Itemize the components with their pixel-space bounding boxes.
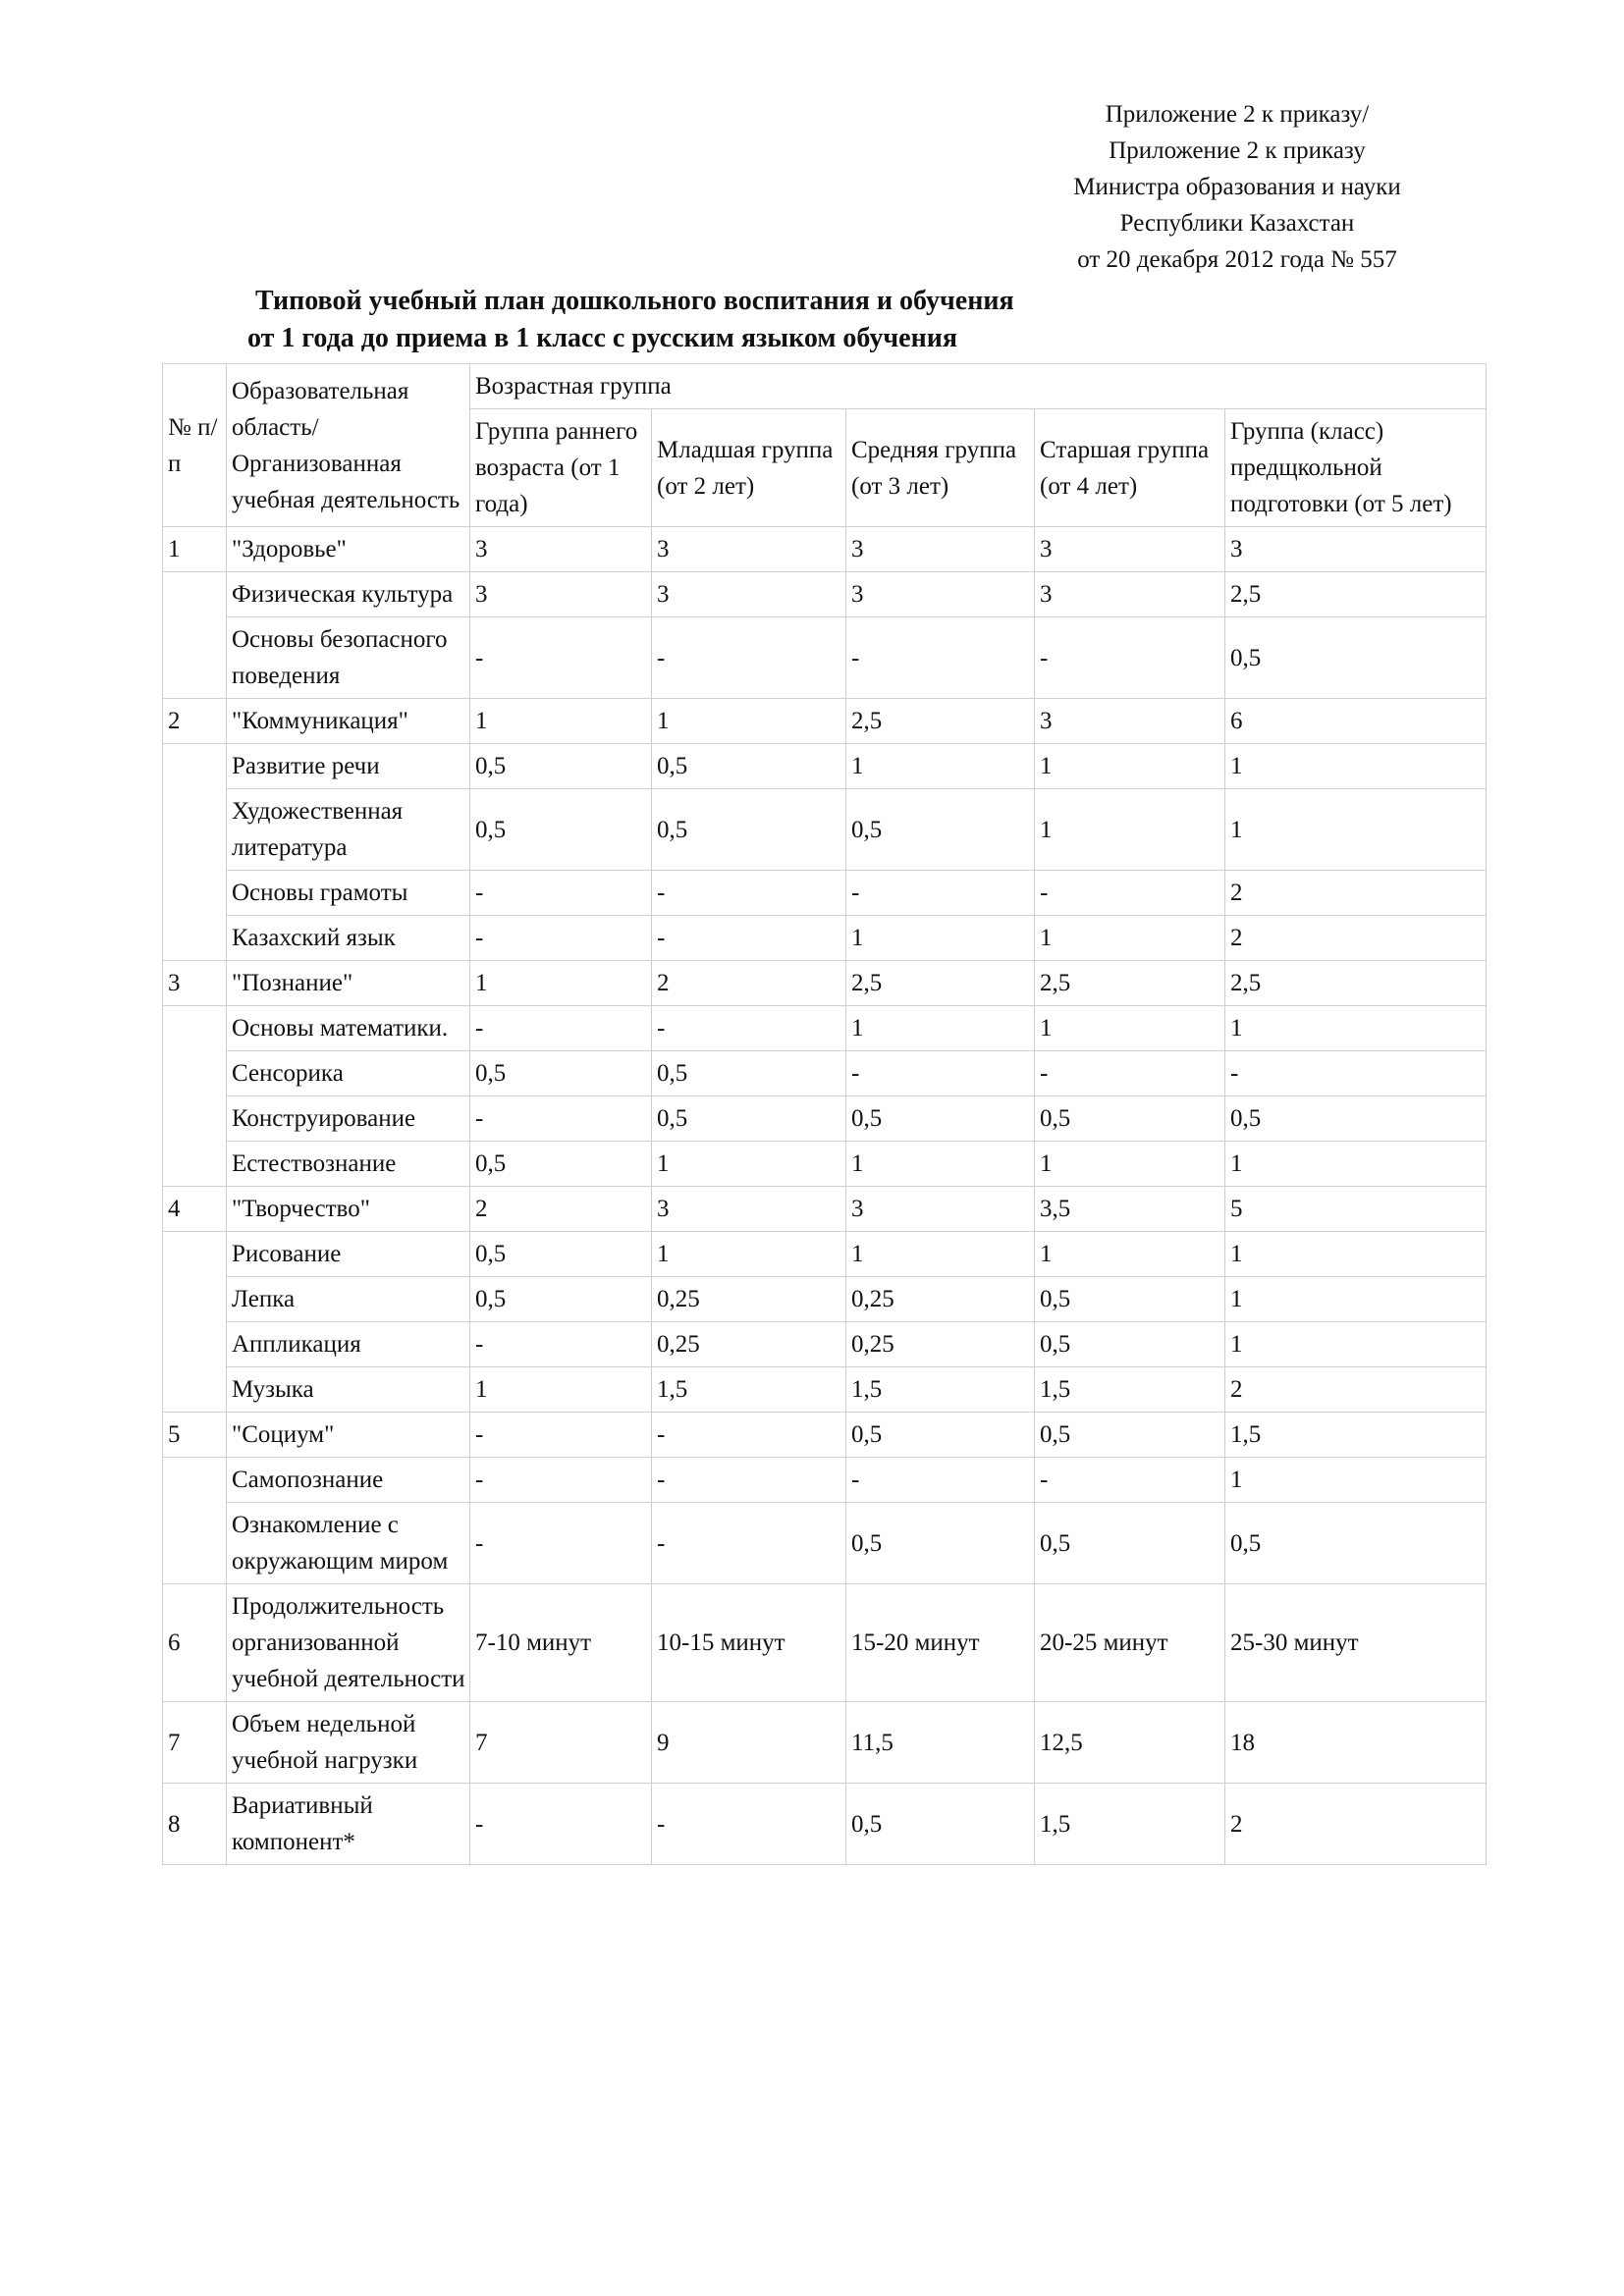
row-value: 2 <box>1225 871 1487 916</box>
table-row <box>163 789 1487 871</box>
row-value: 0,5 <box>470 744 652 789</box>
row-value: 1 <box>1035 916 1225 961</box>
row-value: 0,5 <box>652 789 846 871</box>
row-value: - <box>470 1413 652 1458</box>
table-row <box>163 699 1487 744</box>
row-value: 0,5 <box>1035 1096 1225 1142</box>
row-value: 2 <box>1225 916 1487 961</box>
row-value: 1,5 <box>846 1367 1035 1413</box>
row-area-name: "Здоровье" <box>227 527 470 572</box>
order-reference-line: Республики Казахстан <box>1119 210 1355 237</box>
row-value: - <box>470 871 652 916</box>
row-area-name: Конструирование <box>227 1096 470 1142</box>
row-value: 0,25 <box>846 1322 1035 1367</box>
row-value: - <box>652 1503 846 1584</box>
table-row <box>163 1367 1487 1413</box>
row-value: 0,5 <box>470 1051 652 1096</box>
table-row <box>163 1232 1487 1277</box>
table-row <box>163 961 1487 1006</box>
row-value: 2 <box>470 1187 652 1232</box>
row-area-name: Основы безопасного поведения <box>227 617 470 699</box>
row-value: - <box>470 916 652 961</box>
row-area-name: Вариативный компонент* <box>227 1784 470 1865</box>
row-value: 0,5 <box>1225 617 1487 699</box>
row-number-empty <box>163 744 227 961</box>
row-area-name: Основы математики. <box>227 1006 470 1051</box>
row-number-empty <box>163 1458 227 1584</box>
row-area-name: Основы грамоты <box>227 871 470 916</box>
row-value: 11,5 <box>846 1702 1035 1784</box>
row-value: - <box>652 617 846 699</box>
row-value: 20-25 минут <box>1035 1584 1225 1702</box>
row-value: 1,5 <box>1035 1367 1225 1413</box>
table-header-row <box>163 364 1487 409</box>
row-value: 3 <box>1035 527 1225 572</box>
row-value: 2 <box>1225 1367 1487 1413</box>
row-value: 2,5 <box>1225 961 1487 1006</box>
row-value: - <box>1035 871 1225 916</box>
row-value: - <box>1225 1051 1487 1096</box>
row-area-name: Казахский язык <box>227 916 470 961</box>
row-value: - <box>846 617 1035 699</box>
order-reference-line: Приложение 2 к приказу/ <box>1105 101 1370 128</box>
row-value: 1 <box>846 1142 1035 1187</box>
row-value: 1 <box>652 1142 846 1187</box>
row-value: 2,5 <box>1225 572 1487 617</box>
title-line-1: Типовой учебный план дошкольного воспитания и обучения <box>255 286 1014 316</box>
row-number: 4 <box>163 1187 227 1232</box>
row-value: 1 <box>846 1232 1035 1277</box>
row-area-name: Аппликация <box>227 1322 470 1367</box>
row-value: - <box>652 1413 846 1458</box>
row-value: 10-15 минут <box>652 1584 846 1702</box>
table-row <box>163 1051 1487 1096</box>
row-value: 1 <box>1225 1277 1487 1322</box>
row-value: - <box>846 871 1035 916</box>
table-row <box>163 617 1487 699</box>
row-value: 6 <box>1225 699 1487 744</box>
row-area-name: Художественная литература <box>227 789 470 871</box>
row-value: 1,5 <box>652 1367 846 1413</box>
row-number: 3 <box>163 961 227 1006</box>
row-value: 0,5 <box>1035 1503 1225 1584</box>
row-value: 0,5 <box>652 1051 846 1096</box>
table-row <box>163 1702 1487 1784</box>
row-value: 7 <box>470 1702 652 1784</box>
document-title <box>196 283 1139 357</box>
row-value: 0,5 <box>1035 1322 1225 1367</box>
row-value: - <box>470 1096 652 1142</box>
row-value: 15-20 минут <box>846 1584 1035 1702</box>
row-value: 0,5 <box>1225 1096 1487 1142</box>
row-area-name: Объем недельной учебной нагрузки <box>227 1702 470 1784</box>
table-row <box>163 916 1487 961</box>
row-area-name: Естествознание <box>227 1142 470 1187</box>
order-reference <box>982 96 1492 278</box>
row-value: - <box>470 1458 652 1503</box>
header-group-early: Группа раннего возраста (от 1 года) <box>470 409 652 527</box>
row-value: 1 <box>1035 744 1225 789</box>
row-value: 1,5 <box>1225 1413 1487 1458</box>
row-value: - <box>470 1006 652 1051</box>
header-group-junior: Младшая группа (от 2 лет) <box>652 409 846 527</box>
row-area-name: "Познание" <box>227 961 470 1006</box>
row-value: - <box>1035 1458 1225 1503</box>
row-area-name: Продолжительность организованной учебной деятельности <box>227 1584 470 1702</box>
row-value: 3 <box>470 527 652 572</box>
row-value: 1 <box>470 699 652 744</box>
row-value: 0,25 <box>652 1322 846 1367</box>
table-row <box>163 871 1487 916</box>
row-area-name: Рисование <box>227 1232 470 1277</box>
row-number: 2 <box>163 699 227 744</box>
table-row <box>163 1096 1487 1142</box>
header-group-senior: Старшая группа (от 4 лет) <box>1035 409 1225 527</box>
row-value: 1 <box>1035 1006 1225 1051</box>
table-row <box>163 1187 1487 1232</box>
row-area-name: Музыка <box>227 1367 470 1413</box>
row-value: 3 <box>652 527 846 572</box>
row-area-name: "Творчество" <box>227 1187 470 1232</box>
row-value: 0,5 <box>652 744 846 789</box>
row-value: 0,5 <box>470 789 652 871</box>
row-value: - <box>470 1322 652 1367</box>
table-row <box>163 572 1487 617</box>
row-value: - <box>652 1784 846 1865</box>
table-row <box>163 1006 1487 1051</box>
row-number: 7 <box>163 1702 227 1784</box>
row-value: - <box>470 617 652 699</box>
row-value: 5 <box>1225 1187 1487 1232</box>
header-area: Образовательная область/ Организованная учебная деятельность <box>227 364 470 527</box>
row-value: 0,5 <box>470 1277 652 1322</box>
table-row <box>163 1784 1487 1865</box>
row-value: - <box>470 1503 652 1584</box>
row-value: 3 <box>652 1187 846 1232</box>
table-row <box>163 1584 1487 1702</box>
row-value: 0,5 <box>846 1413 1035 1458</box>
row-value: 0,5 <box>1035 1277 1225 1322</box>
row-area-name: Сенсорика <box>227 1051 470 1096</box>
row-value: 1 <box>1035 1232 1225 1277</box>
row-value: 7-10 минут <box>470 1584 652 1702</box>
row-value: - <box>470 1784 652 1865</box>
row-area-name: Самопознание <box>227 1458 470 1503</box>
row-value: 1 <box>652 699 846 744</box>
header-group-preschool: Группа (класс) предщкольной подготовки (от 5 лет) <box>1225 409 1487 527</box>
row-value: 2,5 <box>846 961 1035 1006</box>
row-value: 9 <box>652 1702 846 1784</box>
order-reference-line: Министра образования и науки <box>1073 174 1401 200</box>
table-row <box>163 1413 1487 1458</box>
row-value: 25-30 минут <box>1225 1584 1487 1702</box>
row-value: 2,5 <box>1035 961 1225 1006</box>
row-value: 1 <box>470 1367 652 1413</box>
row-area-name: Лепка <box>227 1277 470 1322</box>
row-value: 3 <box>846 572 1035 617</box>
row-value: - <box>846 1458 1035 1503</box>
row-value: - <box>652 916 846 961</box>
row-number-empty <box>163 1006 227 1187</box>
row-value: 2 <box>652 961 846 1006</box>
row-value: 0,5 <box>846 1503 1035 1584</box>
row-value: 3 <box>1035 572 1225 617</box>
curriculum-table <box>162 363 1487 1865</box>
row-value: 0,25 <box>846 1277 1035 1322</box>
row-value: 12,5 <box>1035 1702 1225 1784</box>
row-area-name: "Социум" <box>227 1413 470 1458</box>
row-value: 18 <box>1225 1702 1487 1784</box>
order-reference-line: от 20 декабря 2012 года № 557 <box>1077 246 1397 273</box>
table-row <box>163 1458 1487 1503</box>
header-group-middle: Средняя группа (от 3 лет) <box>846 409 1035 527</box>
row-value: 0,5 <box>470 1232 652 1277</box>
row-value: 1 <box>470 961 652 1006</box>
row-value: 1 <box>846 1006 1035 1051</box>
row-value: - <box>846 1051 1035 1096</box>
row-area-name: Ознакомление с окружающим миром <box>227 1503 470 1584</box>
row-value: 0,5 <box>1225 1503 1487 1584</box>
row-value: 1 <box>846 916 1035 961</box>
row-value: 0,5 <box>652 1096 846 1142</box>
row-value: - <box>652 871 846 916</box>
row-value: - <box>1035 1051 1225 1096</box>
row-number: 5 <box>163 1413 227 1458</box>
row-value: 1 <box>652 1232 846 1277</box>
row-value: 1 <box>1225 744 1487 789</box>
table-row <box>163 1277 1487 1322</box>
row-value: 3,5 <box>1035 1187 1225 1232</box>
row-value: 3 <box>1225 527 1487 572</box>
row-value: 1 <box>1225 1006 1487 1051</box>
row-value: 3 <box>846 1187 1035 1232</box>
row-value: 0,5 <box>846 789 1035 871</box>
row-value: 1,5 <box>1035 1784 1225 1865</box>
row-value: - <box>652 1458 846 1503</box>
row-value: 1 <box>1225 1458 1487 1503</box>
title-line-2: от 1 года до приема в 1 класс с русским языком обучения <box>247 323 957 353</box>
row-value: 1 <box>1035 789 1225 871</box>
row-value: 2,5 <box>846 699 1035 744</box>
row-number-empty <box>163 1232 227 1413</box>
row-value: 1 <box>1225 789 1487 871</box>
row-area-name: "Коммуникация" <box>227 699 470 744</box>
row-value: 3 <box>470 572 652 617</box>
table-row <box>163 527 1487 572</box>
header-age-group: Возрастная группа <box>470 364 1487 409</box>
row-value: - <box>1035 617 1225 699</box>
row-value: 0,5 <box>846 1784 1035 1865</box>
row-value: 1 <box>1225 1142 1487 1187</box>
row-value: 1 <box>1225 1322 1487 1367</box>
row-number: 6 <box>163 1584 227 1702</box>
row-value: 0,25 <box>652 1277 846 1322</box>
row-value: 0,5 <box>1035 1413 1225 1458</box>
row-number: 8 <box>163 1784 227 1865</box>
row-value: 3 <box>1035 699 1225 744</box>
row-value: 1 <box>1035 1142 1225 1187</box>
table-row <box>163 1142 1487 1187</box>
row-value: - <box>652 1006 846 1051</box>
row-value: 0,5 <box>846 1096 1035 1142</box>
row-value: 0,5 <box>470 1142 652 1187</box>
order-reference-line: Приложение 2 к приказу <box>1109 137 1366 164</box>
table-row <box>163 1322 1487 1367</box>
row-number-empty <box>163 572 227 699</box>
row-value: 2 <box>1225 1784 1487 1865</box>
row-area-name: Развитие речи <box>227 744 470 789</box>
table-row <box>163 744 1487 789</box>
row-value: 3 <box>652 572 846 617</box>
row-value: 1 <box>846 744 1035 789</box>
row-area-name: Физическая культура <box>227 572 470 617</box>
row-value: 1 <box>1225 1232 1487 1277</box>
header-number: № п/п <box>163 364 227 527</box>
row-number: 1 <box>163 527 227 572</box>
row-value: 3 <box>846 527 1035 572</box>
table-row <box>163 1503 1487 1584</box>
